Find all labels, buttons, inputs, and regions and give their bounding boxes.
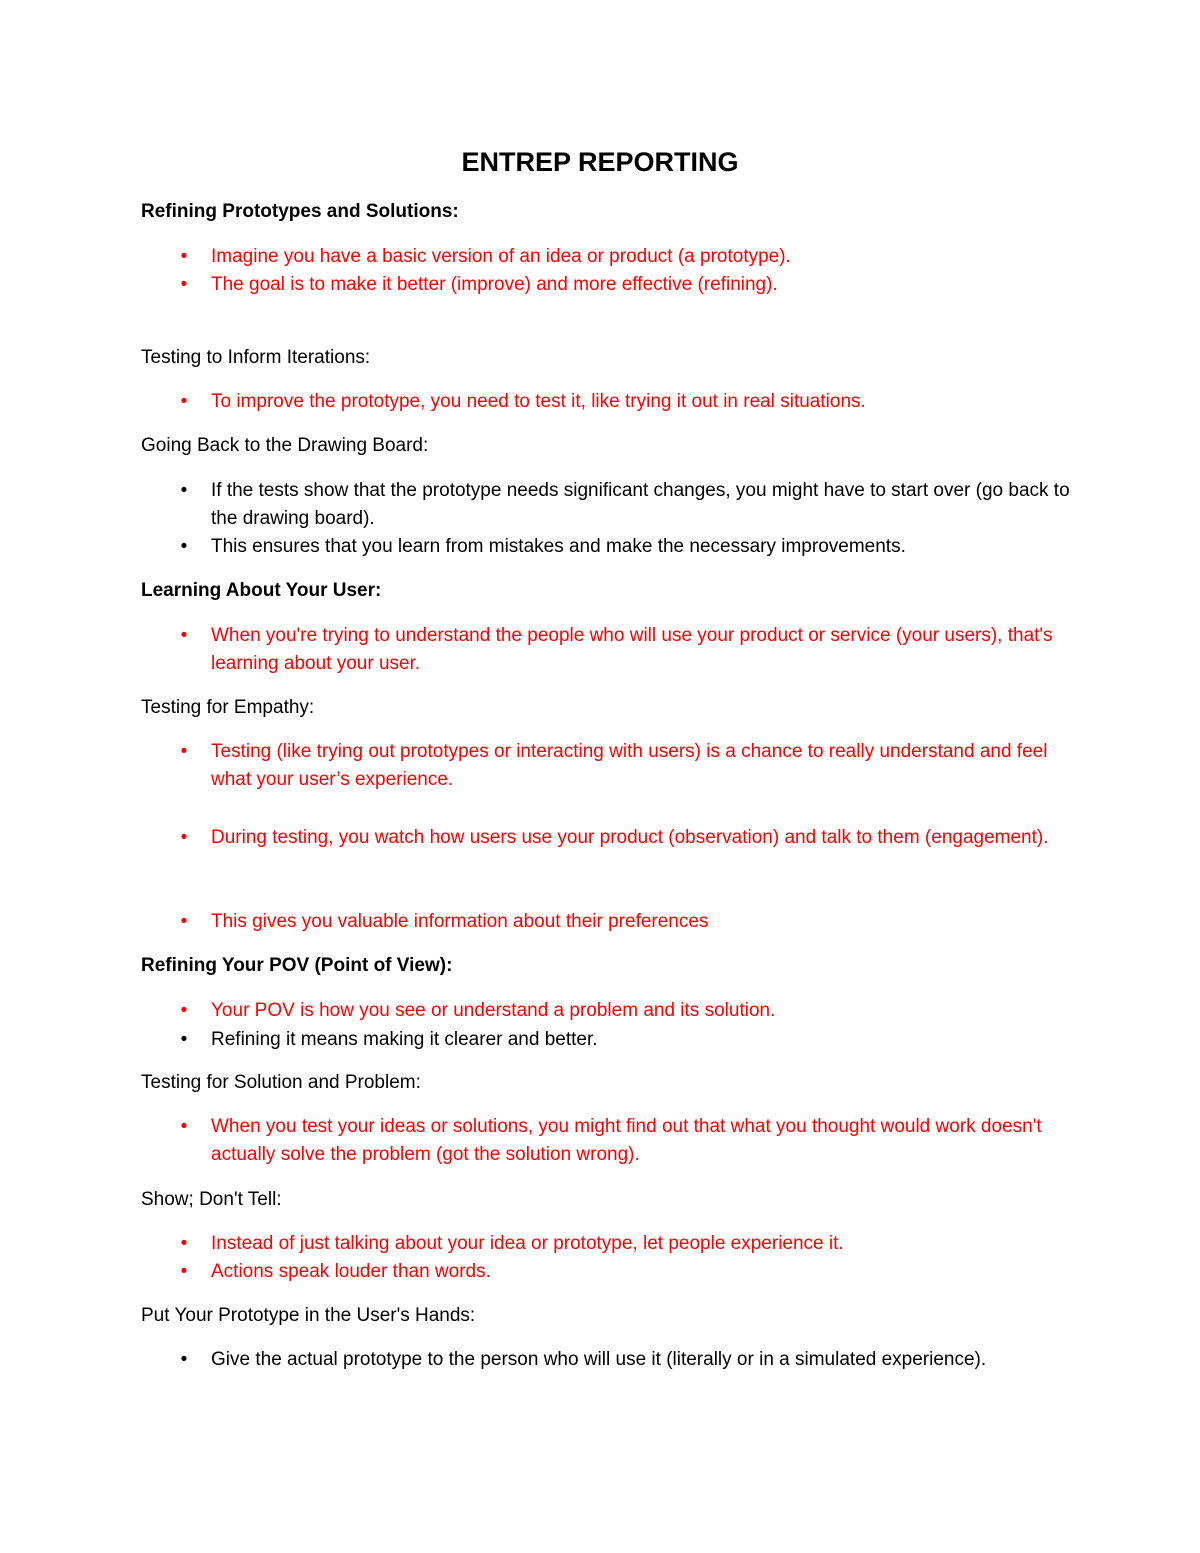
list-item-text: Imagine you have a basic version of an idea or product (a prototype). [211,246,791,267]
list-item-text: When you test your ideas or solutions, you might find out that what you thought would work doesn't actually solve the problem (got the solution wrong). [211,1116,1042,1165]
section-heading-show-dont-tell: Show; Don't Tell: [141,1189,282,1210]
list-item-text: If the tests show that the prototype needs significant changes, you might have to start over (go back to the drawing board). [211,480,1070,529]
section-heading-drawing-board: Going Back to the Drawing Board: [141,435,429,456]
document-title: ENTREP REPORTING [461,147,739,177]
list-item [180,908,1071,936]
list-item [180,1113,1071,1169]
list-item-text: Refining it means making it clearer and better. [211,1029,598,1050]
bullet-icon: • [180,1029,188,1050]
section-heading-learning-user: Learning About Your User: [141,580,382,601]
section-heading-users-hands: Put Your Prototype in the User's Hands: [141,1305,476,1326]
section-heading-testing-iterations: Testing to Inform Iterations: [141,347,371,368]
bullet-icon: • [180,625,188,646]
bullet-icon: • [180,1261,188,1282]
list-item [180,824,1071,852]
list-item [180,1026,1071,1054]
bullet-icon: • [180,1116,188,1137]
list-item [180,1258,1071,1286]
bullet-icon: • [180,1000,188,1021]
list-item-text: Actions speak louder than words. [211,1261,491,1282]
list-item [180,1346,1071,1374]
list-item [180,997,1071,1025]
bullet-icon: • [180,741,188,762]
list-item [180,388,1071,416]
bullet-icon: • [180,1349,188,1370]
bullet-icon: • [180,391,188,412]
list-item-text: The goal is to make it better (improve) and more effective (refining). [211,274,778,295]
list-item-text: During testing, you watch how users use your product (observation) and talk to them (engagement). [211,827,1049,848]
list-item-text: When you're trying to understand the people who will use your product or service (your users), that's learning about your user. [211,625,1053,674]
list-item [180,1230,1071,1258]
bullet-icon: • [180,274,188,295]
list-item-text: Give the actual prototype to the person who will use it (literally or in a simulated experience). [211,1349,987,1370]
list-item-text: Instead of just talking about your idea or prototype, let people experience it. [211,1233,844,1254]
list-item [180,738,1071,794]
list-item-text: To improve the prototype, you need to test it, like trying it out in real situations. [211,391,866,412]
list-item-text: Testing (like trying out prototypes or interacting with users) is a chance to really understand and feel what your user’s experience. [211,741,1048,790]
section-heading-testing-empathy: Testing for Empathy: [141,697,315,718]
list-item [180,271,1071,299]
list-item [180,622,1071,678]
list-item [180,533,1071,561]
list-item [180,477,1071,533]
bullet-icon: • [180,536,188,557]
bullet-icon: • [180,1233,188,1254]
list-item-text: This gives you valuable information about their preferences [211,911,709,932]
section-heading-refining-pov: Refining Your POV (Point of View): [141,955,453,976]
list-item [180,243,1071,271]
list-item-text: Your POV is how you see or understand a problem and its solution. [211,1000,776,1021]
bullet-icon: • [180,480,188,501]
bullet-icon: • [180,246,188,267]
section-heading-solution-problem: Testing for Solution and Problem: [141,1072,421,1093]
bullet-icon: • [180,827,188,848]
bullet-icon: • [180,911,188,932]
list-item-text: This ensures that you learn from mistakes and make the necessary improvements. [211,536,906,557]
section-heading-refining-prototypes: Refining Prototypes and Solutions: [141,201,459,222]
